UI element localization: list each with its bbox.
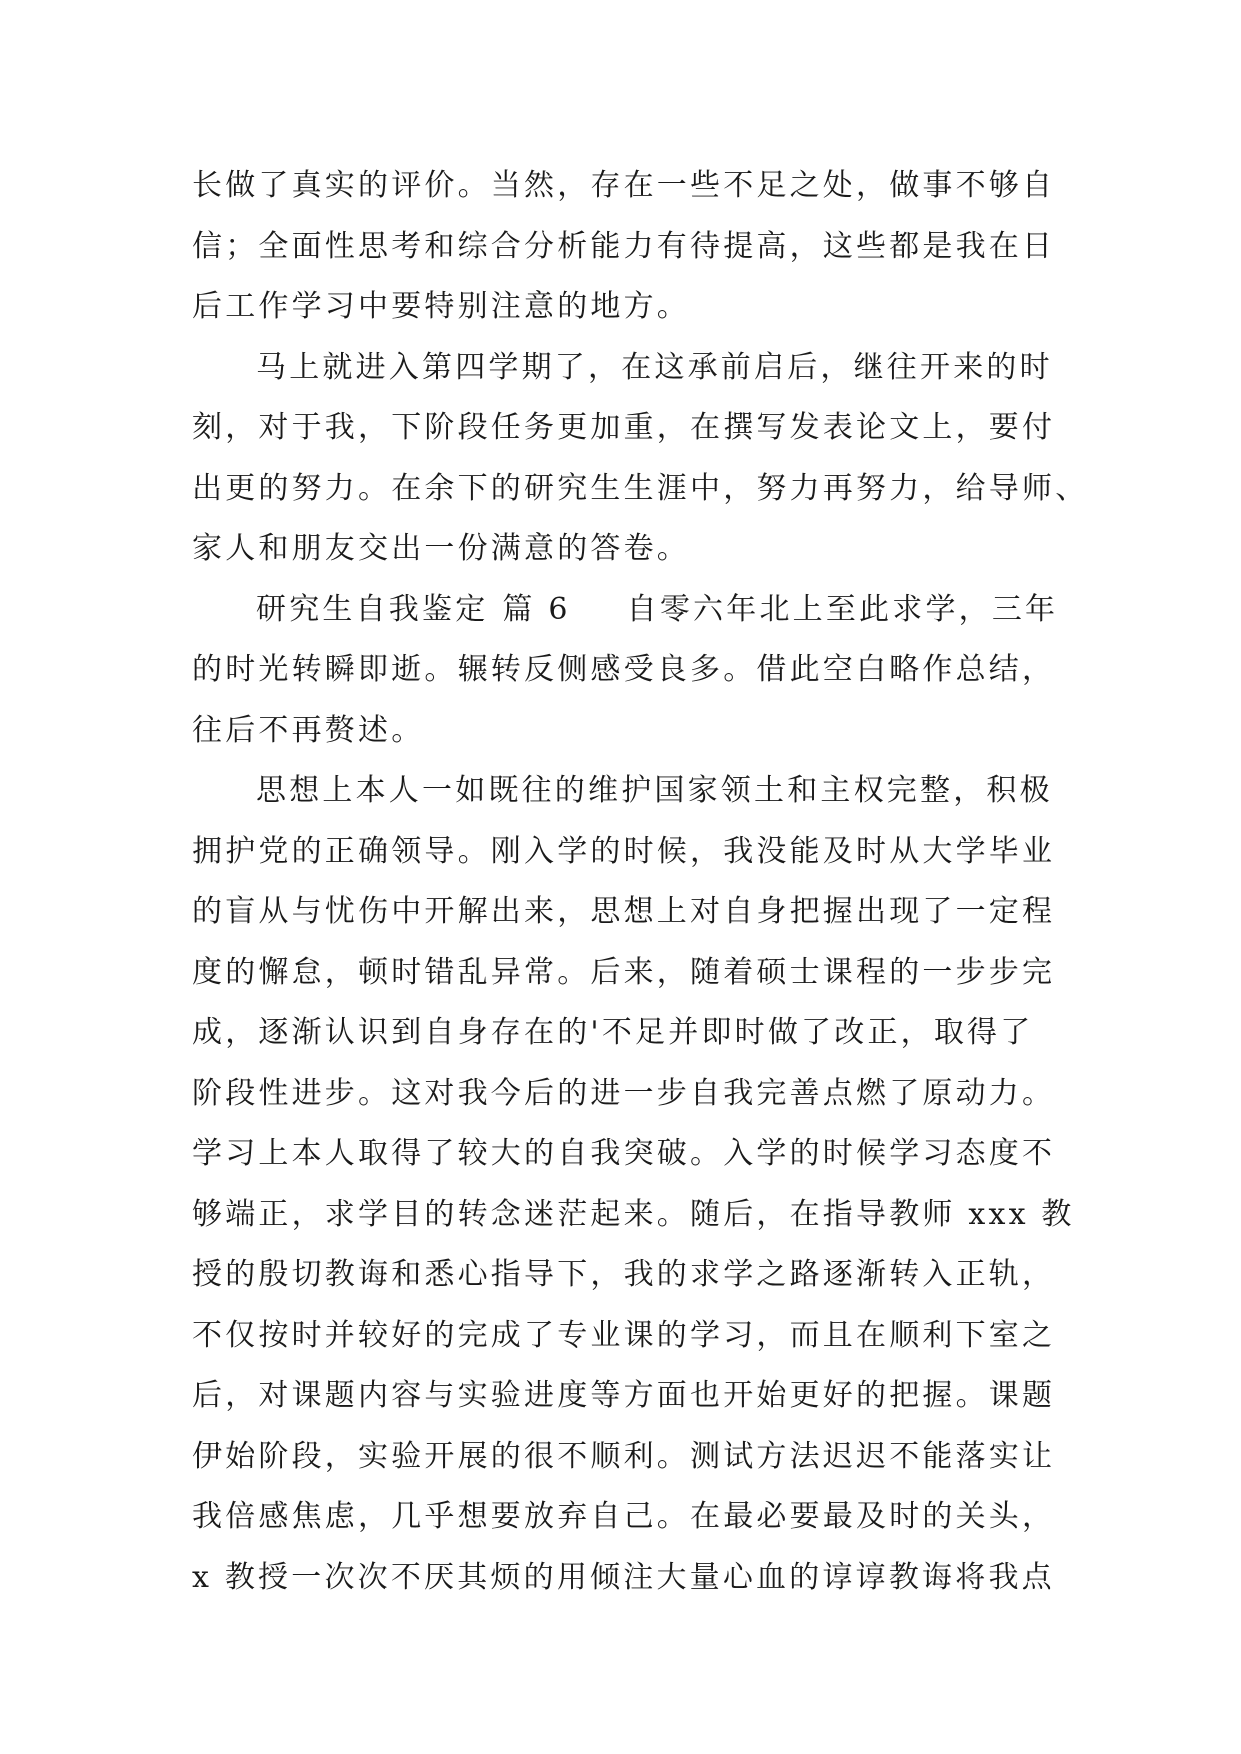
text-line: 不仅按时并较好的完成了专业课的学习，而且在顺利下室之 bbox=[192, 1317, 1056, 1353]
text-line: x 教授一次次不厌其烦的用倾注大量心血的谆谆教诲将我点 bbox=[192, 1559, 1055, 1595]
text-line: 思想上本人一如既往的维护国家领土和主权完整，积极 bbox=[256, 773, 1053, 808]
text-line: 自零六年北上至此求学，三年 bbox=[626, 591, 1059, 627]
text-line: 出更的努力。在余下的研究生生涯中，努力再努力，给导师、 bbox=[192, 470, 1089, 506]
text-line: 我倍感焦虑，几乎想要放弃自己。在最必要最及时的关头， bbox=[192, 1499, 1056, 1534]
text-line: 阶段性进步。这对我今后的进一步自我完善点燃了原动力。 bbox=[192, 1075, 1056, 1111]
section-heading-line bbox=[192, 580, 1062, 641]
text-line: 伊始阶段，实验开展的很不顺利。测试方法迟迟不能落实让 bbox=[192, 1438, 1056, 1474]
paragraph-3 bbox=[192, 580, 1062, 762]
text-line: 成，逐渐认识到自身存在的'不足并即时做了改正，取得了 bbox=[192, 1015, 1034, 1050]
paragraph-4 bbox=[192, 761, 1075, 1608]
section-heading: 研究生自我鉴定 bbox=[256, 591, 489, 627]
paragraph-2 bbox=[192, 338, 1089, 580]
paragraph-1 bbox=[192, 156, 1062, 338]
text-line: 刻，对于我，下阶段任务更加重，在撰写发表论文上，要付 bbox=[192, 410, 1056, 445]
text-line: 往后不再赘述。 bbox=[192, 712, 425, 748]
text-line: 度的懈怠，顿时错乱异常。后来，随着硕士课程的一步步完 bbox=[192, 954, 1056, 990]
text-line: 学习上本人取得了较大的自我突破。入学的时候学习态度不 bbox=[192, 1136, 1056, 1171]
text-line: 后工作学习中要特别注意的地方。 bbox=[192, 289, 690, 324]
document-body bbox=[192, 156, 1089, 1608]
text-line: 的盲从与忧伤中开解出来，思想上对自身把握出现了一定程 bbox=[192, 894, 1056, 929]
text-line: 授的殷切教诲和悉心指导下，我的求学之路逐渐转入正轨， bbox=[192, 1257, 1056, 1292]
text-line: 够端正，求学目的转念迷茫起来。随后，在指导教师 xxx 教 bbox=[192, 1196, 1075, 1232]
text-line: 家人和朋友交出一份满意的答卷。 bbox=[192, 531, 690, 566]
text-line: 后，对课题内容与实验进度等方面也开始更好的把握。课题 bbox=[192, 1378, 1056, 1413]
text-line: 长做了真实的评价。当然，存在一些不足之处，做事不够自 bbox=[192, 168, 1056, 203]
text-line: 的时光转瞬即逝。辗转反侧感受良多。借此空白略作总结， bbox=[192, 652, 1056, 687]
text-line: 拥护党的正确领导。刚入学的时候，我没能及时从大学毕业 bbox=[192, 833, 1056, 869]
text-line: 信；全面性思考和综合分析能力有待提高，这些都是我在日 bbox=[192, 228, 1056, 264]
text-line: 马上就进入第四学期了，在这承前启后，继往开来的时 bbox=[256, 349, 1053, 385]
section-number: 篇 6 bbox=[502, 591, 571, 627]
